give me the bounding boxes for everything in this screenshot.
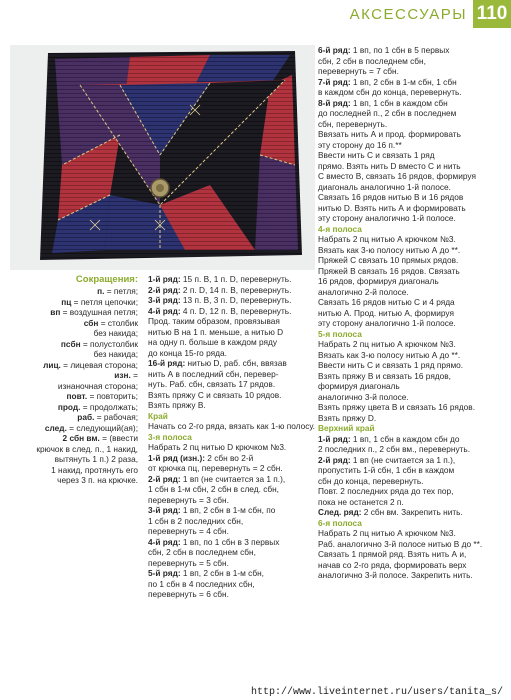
instruction-text: эту сторону до 16 п.** xyxy=(318,139,402,150)
row-label: 7-й ряд: xyxy=(318,76,351,87)
instruction-line xyxy=(318,486,508,497)
instruction-text: 1 вп, 2 сбн в 1-м сбн, 1 сбн xyxy=(350,76,457,87)
instruction-line xyxy=(318,413,508,424)
instruction-line xyxy=(318,150,508,161)
instruction-text: сбн, 2 сбн в последнем сбн, xyxy=(318,55,426,66)
instruction-text: до последней п., 2 сбн в последнем xyxy=(318,108,457,118)
instruction-line xyxy=(318,308,508,319)
instruction-line xyxy=(318,276,508,287)
instruction-line xyxy=(318,318,508,329)
row-label: 2-й ряд: xyxy=(148,473,181,484)
abbreviation-definition: = xyxy=(130,370,138,380)
instruction-text: прямо. Взять нить D вместо С и нить xyxy=(318,160,461,171)
instruction-line xyxy=(318,287,508,298)
instructions-column-middle xyxy=(148,274,313,600)
instruction-text: Вязать как 3-ю полосу нитью А до **. xyxy=(318,244,461,255)
instruction-line xyxy=(148,285,313,296)
instruction-text: 1 вп (не считается за 1 п.), xyxy=(350,454,456,465)
instruction-text: Прод. таким образом, провязывая xyxy=(148,316,280,326)
instruction-line xyxy=(148,579,313,590)
abbreviation-line xyxy=(8,381,138,392)
instruction-text: 1 вп, 2 сбн в 1-м сбн, xyxy=(180,568,264,578)
instruction-line xyxy=(318,549,508,560)
instruction-line xyxy=(318,434,508,445)
abbreviation-term: пц xyxy=(61,296,72,307)
abbreviation-term: прод. xyxy=(57,401,81,412)
instruction-text: перевернуть = 6 сбн. xyxy=(148,589,229,599)
instruction-line xyxy=(148,453,313,464)
instruction-line xyxy=(318,560,508,571)
instructions-column-right xyxy=(318,45,508,581)
abbreviation-definition: = воздушная петля; xyxy=(60,307,138,317)
instruction-text: 2 сбн вм. Закрепить нить. xyxy=(361,507,463,517)
row-label: 3-й ряд: xyxy=(148,505,181,515)
row-label: 6-й ряд: xyxy=(318,45,351,55)
instruction-line xyxy=(318,371,508,382)
abbreviations-block xyxy=(8,274,138,486)
instruction-line xyxy=(318,570,508,581)
instruction-line xyxy=(318,360,508,371)
instruction-line xyxy=(318,56,508,67)
instruction-line xyxy=(318,140,508,151)
instruction-line xyxy=(318,455,508,466)
instruction-line xyxy=(318,297,508,308)
instruction-text: пока не останется 2 п. xyxy=(318,496,404,507)
abbreviation-definition: крючок в след. п., 1 накид, xyxy=(36,443,138,454)
instruction-line xyxy=(148,369,313,380)
instruction-line xyxy=(318,497,508,508)
instruction-line xyxy=(148,568,313,579)
row-label: След. ряд: xyxy=(318,507,362,517)
instruction-text: перевернуть = 7 сбн. xyxy=(318,66,399,76)
abbreviation-definition: без накида; xyxy=(93,349,138,359)
instruction-line xyxy=(318,171,508,182)
abbreviation-line xyxy=(8,391,138,402)
instruction-text: Связать 1 прямой ряд. Взять нить А и, xyxy=(318,549,467,559)
instruction-line xyxy=(148,463,313,474)
instruction-line xyxy=(318,255,508,266)
crochet-bag-illustration xyxy=(10,45,315,270)
abbreviation-term: повт. xyxy=(66,391,88,401)
abbreviation-definition: = рабочая; xyxy=(94,412,138,422)
row-label: 16-й ряд: xyxy=(148,358,186,368)
instruction-line xyxy=(148,442,313,453)
instruction-text: на одну п. больше в каждом ряду xyxy=(148,337,277,347)
instruction-text: Ввести нить С и связать 1 ряд xyxy=(318,150,435,160)
row-label: 8-й ряд: xyxy=(318,97,351,108)
instruction-line xyxy=(148,505,313,516)
instruction-line xyxy=(318,350,508,361)
instruction-text: Взять пряжу В. xyxy=(148,400,206,410)
abbreviation-definition: = лицевая сторона; xyxy=(60,359,138,370)
abbreviation-term: вп xyxy=(50,307,61,317)
instruction-line xyxy=(148,274,313,285)
instruction-text: в каждом сбн до конца, перевернуть. xyxy=(318,87,462,97)
instruction-text: Пряжей С связать 10 прямых рядов. xyxy=(318,255,459,265)
instruction-line xyxy=(148,526,313,537)
instruction-text: нитью А. Прод. нитью А, формируя xyxy=(318,307,454,318)
abbreviation-term: изн. xyxy=(114,370,131,380)
abbreviation-line xyxy=(8,402,138,413)
abbreviation-definition: без накида; xyxy=(93,328,138,338)
instruction-text: нитью D. Взять нить А и формировать xyxy=(318,202,466,213)
abbreviation-definition: 1 накид, протянуть его xyxy=(51,464,138,475)
instruction-text: 2 последних п., 2 сбн вм., перевернуть. xyxy=(318,444,471,454)
instruction-text: нитью В на 1 п. меньше, а нитью D xyxy=(148,326,284,337)
section-heading xyxy=(318,329,508,340)
abbreviation-line xyxy=(8,286,138,297)
instruction-line xyxy=(318,77,508,88)
row-label: 3-й ряд: xyxy=(148,295,181,305)
instruction-text: Начать со 2-го ряда, вязать как 1-ю полосу. xyxy=(148,421,315,431)
instruction-text: 1 вп, по 1 сбн в 3 первых xyxy=(180,536,280,547)
abbreviation-definition: = столбик xyxy=(98,317,138,328)
abbreviation-term: п. xyxy=(97,286,105,296)
row-label: 1-й ряд: xyxy=(318,433,351,444)
instruction-line xyxy=(318,476,508,487)
instruction-line xyxy=(318,528,508,539)
instruction-line xyxy=(318,119,508,130)
instruction-text: 15 п. В, 1 п. D, перевернуть. xyxy=(180,274,292,284)
instruction-line xyxy=(148,337,313,348)
instruction-line xyxy=(318,182,508,193)
instruction-text: 4 п. D, 12 п. В, перевернуть. xyxy=(180,305,292,316)
row-label: 4-й ряд: xyxy=(148,305,181,316)
instruction-line xyxy=(148,306,313,317)
instruction-line xyxy=(148,484,313,495)
instruction-text: Ввести нить С и связать 1 ряд прямо. xyxy=(318,360,464,370)
instruction-text: начав со 2-го ряда, формировать верх xyxy=(318,559,467,570)
instruction-line xyxy=(148,379,313,390)
abbreviation-definition: = петля цепочки; xyxy=(71,296,138,307)
instruction-text: Взять пряжу цвета В и связать 16 рядов. xyxy=(318,402,476,412)
abbreviation-definition: через 3 п. на крючке. xyxy=(57,475,138,485)
abbreviation-term: лиц. xyxy=(43,359,61,370)
instruction-text: Раб. аналогично 3-й полосе нитью В до **. xyxy=(318,538,483,549)
row-label: 1-й ряд (изн.): xyxy=(148,452,205,463)
instruction-text: Набрать 2 пц нитью А крючком №3. xyxy=(318,234,456,244)
instruction-text: 2 п. D, 14 п. В, перевернуть. xyxy=(180,284,292,295)
abbreviation-line xyxy=(8,360,138,371)
instruction-line xyxy=(318,465,508,476)
row-label: 2-й ряд: xyxy=(148,284,181,295)
source-url: http://www.liveinternet.ru/users/tanita_s/ xyxy=(250,687,503,698)
instruction-text: до конца 15-го ряда. xyxy=(148,347,227,358)
instruction-text: пропустить 1-й сбн, 1 сбн в каждом xyxy=(318,465,455,475)
instruction-text: 1 сбн в 2 последних сбн, xyxy=(148,515,244,526)
abbreviation-line xyxy=(8,433,138,444)
instruction-line xyxy=(148,348,313,359)
instruction-text: Взять пряжу В и связать 16 рядов, xyxy=(318,370,451,381)
instruction-text: Пряжей В связать 16 рядов. Связать xyxy=(318,265,460,276)
abbreviation-definition: вытянуть 1 п.) 2 раза, xyxy=(54,454,138,464)
instruction-line xyxy=(318,539,508,550)
instruction-text: формируя диагональ xyxy=(318,381,400,391)
heading-text: 6-я полоса xyxy=(318,517,362,528)
abbreviation-definition: = повторить; xyxy=(87,391,138,401)
instruction-text: Набрать 2 пц нитью D крючком №3. xyxy=(148,442,287,452)
abbreviation-line xyxy=(8,465,138,476)
row-label: 5-й ряд: xyxy=(148,568,181,578)
instruction-text: 16 рядов, формируя диагональ xyxy=(318,276,439,286)
instruction-line xyxy=(318,192,508,203)
instruction-text: Набрать 2 пц нитью А крючком №3. xyxy=(318,339,456,349)
instruction-line xyxy=(318,392,508,403)
heading-text: 5-я полоса xyxy=(318,328,362,339)
abbreviation-term: псбн xyxy=(60,338,81,349)
row-label: 1-й ряд: xyxy=(148,274,181,284)
abbreviation-line xyxy=(8,349,138,360)
instruction-text: эту сторону аналогично 1-й полосе. xyxy=(318,318,456,328)
abbreviation-definition: = продолжать; xyxy=(80,401,138,412)
instruction-line xyxy=(148,537,313,548)
instruction-text: 1 вп, 1 сбн в каждом сбн xyxy=(350,97,448,108)
instruction-text: сбн, перевернуть. xyxy=(318,118,388,129)
abbreviation-term: след. xyxy=(44,422,67,433)
abbreviations-title: Сокращения: xyxy=(75,274,138,285)
instruction-line xyxy=(318,161,508,172)
abbreviation-line xyxy=(8,475,138,486)
instruction-line xyxy=(318,402,508,413)
abbreviation-definition: = (ввести xyxy=(99,433,138,443)
instruction-line xyxy=(318,213,508,224)
page-number-badge: 110 xyxy=(473,0,511,28)
instruction-line xyxy=(318,507,508,518)
page-header xyxy=(0,0,511,30)
section-heading xyxy=(318,423,508,434)
instruction-text: перевернуть = 4 сбн. xyxy=(148,526,229,536)
instruction-line xyxy=(148,327,313,338)
abbreviation-definition: изнаночная сторона; xyxy=(57,380,138,391)
instruction-text: диагональ аналогично 1-й полосе. xyxy=(318,181,451,192)
instruction-text: нуть. Раб. сбн, связать 17 рядов. xyxy=(148,379,276,389)
section-heading xyxy=(148,432,313,443)
section-heading xyxy=(148,411,313,422)
row-label: 4-й ряд: xyxy=(148,536,181,547)
instruction-text: от крючка пц, перевернуть = 2 сбн. xyxy=(148,463,283,473)
abbreviation-definition: = полустолбик xyxy=(80,338,138,349)
instruction-text: эту сторону аналогично 1-й полосе. xyxy=(318,213,456,223)
instruction-text: аналогично 3-й полосе. Закрепить нить. xyxy=(318,570,473,580)
instruction-line xyxy=(148,421,313,432)
row-label: 2-й ряд: xyxy=(318,454,351,465)
abbreviations-list xyxy=(8,286,138,486)
abbreviation-definition: = петля; xyxy=(104,286,138,296)
instruction-line xyxy=(318,66,508,77)
instruction-line xyxy=(318,129,508,140)
instruction-line xyxy=(148,495,313,506)
instruction-line xyxy=(318,234,508,245)
instruction-line xyxy=(318,203,508,214)
instruction-line xyxy=(318,381,508,392)
instruction-line xyxy=(148,558,313,569)
instruction-line xyxy=(148,516,313,527)
instruction-text: 2 сбн во 2-й xyxy=(204,452,254,463)
abbreviation-term: сбн xyxy=(83,317,99,328)
instruction-line xyxy=(148,589,313,600)
instruction-line xyxy=(148,400,313,411)
instruction-text: нитью D, раб. сбн, ввязав xyxy=(185,358,287,368)
instruction-line xyxy=(148,358,313,369)
instruction-text: Набрать 2 пц нитью А крючком №3. xyxy=(318,528,456,538)
instruction-text: аналогично 2-й полосе. xyxy=(318,286,409,297)
instruction-line xyxy=(148,390,313,401)
instruction-text: Связать 16 рядов нитью С и 4 ряда xyxy=(318,297,455,307)
abbreviation-line xyxy=(8,444,138,455)
instruction-text: С вместо В, связать 16 рядов, формируя xyxy=(318,171,476,181)
instruction-line xyxy=(318,339,508,350)
abbreviation-line xyxy=(8,370,138,381)
instruction-text: Связать 16 рядов нитью В и 16 рядов xyxy=(318,192,464,202)
heading-text: 3-я полоса xyxy=(148,431,192,442)
abbreviation-line xyxy=(8,307,138,318)
instruction-text: 1 вп (не считается за 1 п.), xyxy=(180,473,286,484)
instruction-text: Взять пряжу D. xyxy=(318,412,377,423)
abbreviation-line xyxy=(8,339,138,350)
instruction-text: Ввязать нить А и прод. формировать xyxy=(318,129,461,139)
abbreviation-line xyxy=(8,328,138,339)
instruction-text: сбн до конца, перевернуть. xyxy=(318,475,424,486)
section-title: АКСЕССУАРЫ xyxy=(349,6,467,23)
instruction-line xyxy=(148,295,313,306)
heading-text: Верхний край xyxy=(318,423,375,433)
instruction-line xyxy=(318,245,508,256)
instruction-text: Вязать как 3-ю полосу нитью А до **. xyxy=(318,349,461,360)
instruction-text: 1 вп, 2 сбн в 1-м сбн, по xyxy=(180,505,276,515)
instruction-text: 1 вп, по 1 сбн в 5 первых xyxy=(350,45,450,55)
abbreviation-line xyxy=(8,297,138,308)
abbreviation-definition: = следующий(ая); xyxy=(66,422,138,433)
abbreviation-line xyxy=(8,412,138,423)
instruction-line xyxy=(318,45,508,56)
section-heading xyxy=(318,224,508,235)
heading-text: Край xyxy=(148,410,168,421)
abbreviation-term: 2 сбн вм. xyxy=(62,433,100,443)
instruction-text: перевернуть = 5 сбн. xyxy=(148,557,229,568)
instruction-line xyxy=(318,108,508,119)
instruction-line xyxy=(318,98,508,109)
abbreviation-term: раб. xyxy=(77,412,95,422)
instruction-text: 13 п. В, 3 п. D, перевернуть. xyxy=(180,295,292,305)
instruction-line xyxy=(148,547,313,558)
instruction-text: 1 вп, 1 сбн в каждом сбн до xyxy=(350,433,460,444)
instruction-text: аналогично 3-й полосе. xyxy=(318,391,409,402)
instruction-text: перевернуть = 3 сбн. xyxy=(148,494,229,505)
instruction-line xyxy=(318,87,508,98)
instruction-text: сбн, 2 сбн в последнем сбн, xyxy=(148,547,256,557)
instruction-text: Повт. 2 последних ряда до тех пор, xyxy=(318,486,454,496)
instruction-text: по 1 сбн в 4 последних сбн, xyxy=(148,578,255,589)
section-heading xyxy=(318,518,508,529)
abbreviation-line xyxy=(8,318,138,329)
heading-text: 4-я полоса xyxy=(318,223,362,234)
instruction-line xyxy=(148,316,313,327)
instruction-line xyxy=(148,474,313,485)
abbreviation-line xyxy=(8,423,138,434)
instruction-text: Взять пряжу С и связать 10 рядов. xyxy=(148,389,282,400)
instruction-line xyxy=(318,444,508,455)
instruction-text: нить А в последний сбн, перевер- xyxy=(148,368,279,379)
instruction-line xyxy=(318,266,508,277)
instruction-text: 1 сбн в 1-м сбн, 2 сбн в след. сбн, xyxy=(148,484,279,494)
abbreviation-line xyxy=(8,454,138,465)
product-photo xyxy=(10,45,315,270)
